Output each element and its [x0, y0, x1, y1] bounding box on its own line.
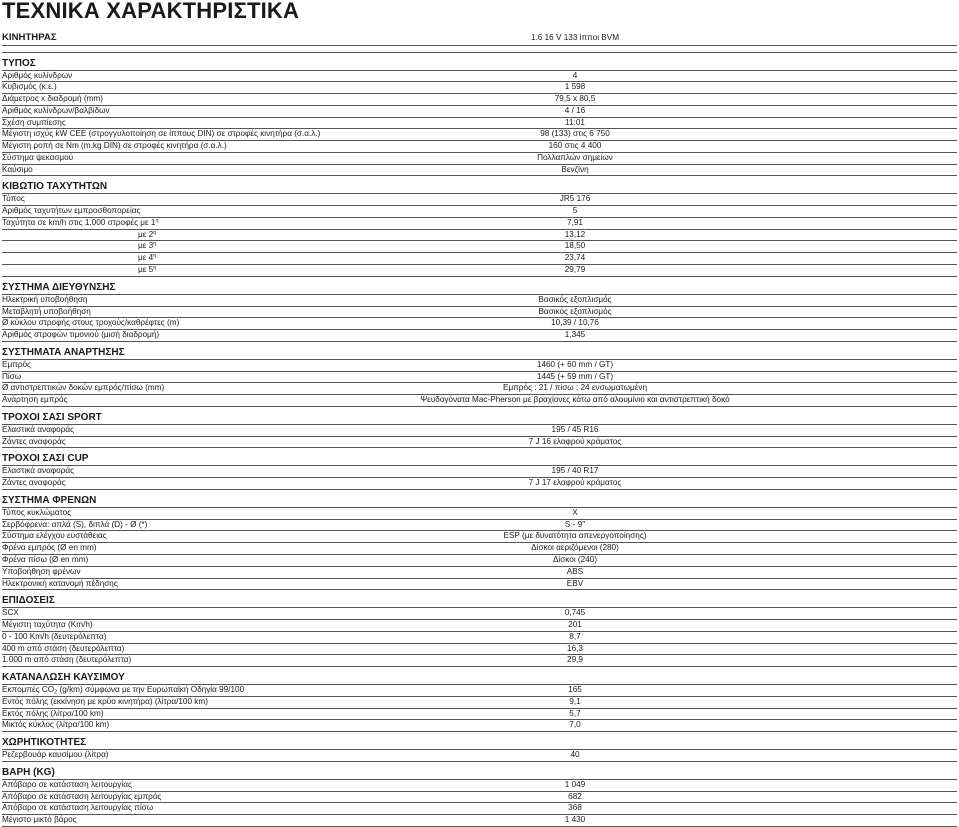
spec-label — [2, 82, 57, 93]
spec-row — [2, 141, 957, 153]
spec-label — [2, 520, 147, 531]
label-text: Εκπομπές CO — [2, 685, 55, 695]
spec-row — [2, 655, 957, 667]
label-text: Ταχύτητα σε km/h στις 1.000 στροφές με 1 — [2, 217, 156, 227]
spec-label — [138, 253, 156, 264]
spec-label — [2, 94, 103, 105]
spec-value: 165 — [568, 685, 582, 695]
spec-label — [2, 307, 91, 318]
section-heading — [2, 448, 957, 466]
spec-label — [2, 780, 132, 791]
label-text: Πίσω — [2, 371, 22, 381]
label-text: Μέγιστο μικτό βάρος — [2, 815, 77, 825]
spec-value: 10,39 / 10,76 — [551, 318, 599, 328]
spec-label — [2, 478, 66, 489]
spec-label — [2, 32, 57, 45]
spec-label — [2, 206, 140, 217]
spec-value: Βασικός εξοπλισμός — [538, 306, 612, 316]
spec-row — [2, 608, 957, 620]
section-heading — [2, 407, 957, 425]
spec-value: Δίσκοι αεριζόμενοι (280) — [531, 543, 619, 553]
label-subscript: 2 — [54, 689, 58, 696]
section-heading — [2, 490, 957, 508]
spec-label — [2, 803, 153, 814]
spec-row — [2, 555, 957, 567]
label-text: Εντός πόλης (εκκίνηση με κρύο κινητήρα) (λίτρα/100 km) — [2, 696, 208, 706]
label-text: ΚΙΒΩΤΙΟ ΤΑΧΥΤΗΤΩΝ — [2, 181, 108, 193]
spec-value: JR5 176 — [559, 194, 591, 204]
spec-row — [2, 165, 957, 177]
label-text: Μέγιστη ταχύτητα (Km/h) — [2, 620, 93, 630]
spec-value: 7,0 — [569, 720, 581, 730]
spec-row — [2, 632, 957, 644]
spec-row — [2, 372, 957, 384]
spec-label — [2, 295, 87, 306]
label-text: Υποβοήθηση φρένων — [2, 566, 81, 576]
label-text: Τύπος — [2, 194, 25, 204]
spec-value: 79,5 x 80,5 — [554, 94, 596, 104]
label-text: ΚΑΤΑΝΑΛΩΣΗ ΚΑΥΣΙΜΟΥ — [2, 672, 125, 684]
spec-label — [2, 330, 159, 341]
spec-value: 4 / 16 — [564, 105, 586, 115]
label-text: ΚΙΝΗΤΗΡΑΣ — [2, 32, 57, 43]
label-text-rest: (g/km) σύμφωνα με την Ευρωπαϊκή Οδηγία 99/100 — [57, 685, 245, 695]
spec-value: 5,7 — [569, 708, 581, 718]
section-title — [2, 495, 96, 507]
label-text: με 5 — [138, 264, 154, 274]
spec-row — [2, 94, 957, 106]
spec-value: 4 — [572, 70, 578, 80]
label-text: Τύπος κυκλώματος — [2, 507, 72, 517]
label-text: ΤΡΟΧΟΙ ΣΑΣΙ SPORT — [2, 411, 102, 423]
label-text: Ζάντες αναφοράς — [2, 478, 66, 488]
spec-value: 8,7 — [569, 631, 581, 641]
spec-label — [2, 792, 161, 803]
spec-row — [2, 230, 957, 242]
spec-label — [2, 567, 81, 578]
label-text: Απόβαρο σε κατάσταση λειτουργίας — [2, 779, 132, 789]
spec-label — [2, 685, 244, 696]
spec-label — [2, 644, 124, 655]
label-text: Διάμετρος x διαδρομή (mm) — [2, 94, 103, 104]
spec-row — [2, 32, 957, 46]
spec-row — [2, 466, 957, 478]
spec-label — [2, 194, 25, 205]
spec-label — [2, 466, 74, 477]
label-text: Σερβόφρενα: απλά (S), διπλά (D) - Ø (*) — [2, 519, 148, 529]
label-text: Ρεζερβουάρ καυσίμου (λίτρα) — [2, 750, 109, 760]
spec-label — [2, 425, 74, 436]
spec-row — [2, 425, 957, 437]
spec-label — [2, 141, 227, 152]
section-heading — [2, 277, 957, 295]
spec-row — [2, 803, 957, 815]
spec-row — [2, 395, 957, 407]
spec-value: 1 430 — [564, 815, 586, 825]
spec-label — [2, 118, 66, 129]
label-text: Σύστημα ελέγχου ευστάθειας — [2, 531, 107, 541]
spec-row — [2, 437, 957, 449]
spec-label — [2, 620, 93, 631]
spec-value: 0,745 — [564, 608, 586, 618]
spec-row — [2, 383, 957, 395]
spec-label — [2, 71, 72, 82]
label-text: Μέγιστη ισχύς kW CEE (στρογγυλοποίηση σε ίππους DIN) σε στροφές κινητήρα (σ.α.λ.) — [2, 129, 321, 139]
label-text: 400 m από στάση (δευτερόλεπτα) — [2, 643, 125, 653]
spec-label — [2, 395, 68, 406]
label-text: Κυβισμός (κ.ε.) — [2, 82, 57, 92]
label-text: Εκτός πόλης (λίτρα/100 km) — [2, 708, 104, 718]
spec-label — [2, 655, 131, 666]
label-text: Απόβαρο σε κατάσταση λειτουργίας εμπρός — [2, 791, 162, 801]
spec-value: 201 — [568, 620, 582, 630]
spec-value: 195 / 40 R17 — [551, 466, 599, 476]
spec-value: 682 — [568, 791, 582, 801]
label-text: Αριθμός κυλίνδρων — [2, 70, 73, 80]
spec-row — [2, 720, 957, 732]
spec-value: Βασικός εξοπλισμός — [538, 294, 612, 304]
label-text: Καύσιμο — [2, 164, 33, 174]
spec-row — [2, 253, 957, 265]
spec-label — [2, 360, 31, 371]
section-title — [2, 347, 125, 359]
label-text: ΣΥΣΤΗΜΑΤΑ ΑΝΑΡΤΗΣΗΣ — [2, 346, 125, 358]
spec-row — [2, 153, 957, 165]
section-heading — [2, 590, 957, 608]
spec-value: 7 J 17 ελαφρού κράματος — [528, 478, 622, 488]
spec-row — [2, 82, 957, 94]
spec-label — [2, 720, 109, 731]
spec-row — [2, 644, 957, 656]
label-text: με 4 — [138, 253, 154, 263]
spec-value: 195 / 45 R16 — [551, 424, 599, 434]
spec-label — [2, 372, 21, 383]
spec-value: Εμπρός : 21 / πίσω : 24 ενσωματωμένη — [502, 383, 648, 393]
spec-value: Δίσκοι (240) — [552, 555, 598, 564]
label-text: Ζάντες αναφοράς — [2, 436, 66, 446]
spec-row — [2, 620, 957, 632]
label-text: Μεταβλητή υποβοήθηση — [2, 306, 91, 316]
spec-row — [2, 129, 957, 141]
label-text: Ηλεκτρονική κατανομή πέδησης — [2, 578, 118, 588]
label-text: Σχέση συμπίεσης — [2, 117, 66, 127]
spec-label — [2, 437, 66, 448]
label-text: Μέγιστη ροπή σε Nm (m.kg DIN) σε στροφές κινητήρα (σ.α.λ.) — [2, 141, 227, 151]
spec-value: ABS — [566, 566, 584, 576]
spec-value: 11:01 — [565, 117, 585, 127]
spec-row — [2, 750, 957, 762]
spec-value: 1460 (+ 60 mm / GT) — [536, 359, 614, 369]
section-title — [2, 412, 102, 424]
section-title — [2, 595, 55, 607]
spec-row — [2, 508, 957, 520]
spec-row — [2, 780, 957, 792]
label-text: ΒΑΡΗ (KG) — [2, 766, 55, 778]
label-text: Ø αντιστρεπτικών δοκών εμπρός/πίσω (mm) — [2, 383, 165, 393]
label-text: με 3 — [138, 241, 154, 251]
spec-row — [2, 579, 957, 591]
label-text: ΕΠΙΔΟΣΕΙΣ — [2, 595, 55, 607]
section-heading — [2, 732, 957, 750]
section-title — [2, 181, 107, 193]
spec-value: 7,91 — [567, 217, 583, 227]
label-text: Ανάρτηση εμπρός — [2, 395, 68, 405]
label-text: ΤΡΟΧΟΙ ΣΑΣΙ CUP — [2, 453, 89, 465]
label-text: Ελαστικά αναφοράς — [2, 466, 75, 476]
spec-row — [2, 206, 957, 218]
spec-value: 7 J 16 ελαφρού κράματος — [528, 436, 622, 446]
spec-sheet — [2, 32, 957, 827]
section-title — [2, 453, 88, 465]
divider — [2, 46, 957, 53]
spec-value: 40 — [570, 750, 580, 760]
spec-value: 368 — [568, 803, 582, 813]
section-title — [2, 282, 116, 294]
label-superscript: η — [153, 264, 157, 271]
spec-value: 5 — [572, 206, 578, 216]
spec-row — [2, 520, 957, 532]
spec-row — [2, 697, 957, 709]
spec-label — [2, 579, 118, 590]
spec-row — [2, 330, 957, 342]
spec-row — [2, 709, 957, 721]
spec-value: X — [572, 507, 578, 517]
spec-row — [2, 360, 957, 372]
spec-value: 1,345 — [564, 330, 586, 340]
spec-label — [2, 218, 159, 229]
label-text: Ηλεκτρική υποβοήθηση — [2, 294, 88, 304]
spec-row — [2, 543, 957, 555]
label-text: Ø κύκλου στροφής στους τροχούς/καθρέφτες (m) — [2, 318, 180, 328]
page-title: ΤΕΧΝΙΚΑ ΧΑΡΑΚΤΗΡΙΣΤΙΚΑ — [2, 0, 300, 23]
spec-row — [2, 307, 957, 319]
section-heading — [2, 176, 957, 194]
label-text: Σύστημα ψεκασμού — [2, 152, 74, 162]
spec-row — [2, 685, 957, 697]
spec-label — [2, 543, 97, 554]
section-title — [2, 767, 55, 779]
spec-value: ESP (με δυνατότητα απενεργοποίησης) — [503, 531, 647, 541]
label-text: 0 - 100 Km/h (δευτερόλεπτα) — [2, 631, 107, 641]
spec-label — [2, 555, 88, 566]
spec-row — [2, 567, 957, 579]
spec-value: 1.6 16 V 133 ίπποι BVM — [530, 33, 620, 42]
spec-label — [2, 815, 77, 826]
label-text: ΣΥΣΤΗΜΑ ΦΡΕΝΩΝ — [2, 494, 97, 506]
spec-label — [2, 750, 109, 761]
label-text: ΧΩΡΗΤΙΚΟΤΗΤΕΣ — [2, 737, 87, 749]
spec-row — [2, 531, 957, 543]
section-title — [2, 58, 36, 70]
spec-value: 1 598 — [564, 82, 586, 92]
spec-value: Ψευδογόνατα Mac-Pherson με βραχίονες κάτω από αλουμίνιο και αντιστρεπτική δοκό — [420, 395, 730, 405]
spec-value: EBV — [566, 578, 584, 588]
spec-value: 29,9 — [567, 655, 583, 665]
spec-label — [2, 129, 320, 140]
section-title — [2, 672, 125, 684]
spec-value: 23,74 — [564, 253, 586, 263]
spec-value: S - 9" — [564, 519, 586, 529]
spec-label — [138, 230, 156, 241]
label-text: Ελαστικά αναφοράς — [2, 424, 75, 434]
label-text: Αριθμός ταχυτήτων εμπροσθοπορείας — [2, 206, 141, 216]
spec-row — [2, 295, 957, 307]
spec-label — [2, 106, 110, 117]
spec-label — [2, 709, 104, 720]
label-superscript: η — [153, 229, 157, 236]
label-text: Φρένα εμπρός (Ø en mm) — [2, 543, 97, 553]
spec-row — [2, 815, 957, 827]
spec-label — [2, 531, 107, 542]
spec-value: Βενζίνη — [561, 164, 589, 174]
spec-label — [2, 383, 164, 394]
spec-row — [2, 218, 957, 230]
spec-label — [138, 241, 156, 252]
spec-row — [2, 71, 957, 83]
spec-label — [2, 608, 19, 619]
spec-row — [2, 318, 957, 330]
label-text: ΣΥΣΤΗΜΑ ΔΙΕΥΘΥΝΣΗΣ — [2, 281, 116, 293]
spec-label — [2, 165, 33, 176]
section-heading — [2, 53, 957, 71]
label-superscript: η — [155, 217, 159, 224]
spec-label — [2, 632, 106, 643]
spec-row — [2, 118, 957, 130]
label-text: Αριθμός κυλίνδρων/βαλβίδων — [2, 105, 110, 115]
spec-row — [2, 265, 957, 277]
spec-value: 29,79 — [564, 264, 586, 274]
section-heading — [2, 342, 957, 360]
label-superscript: η — [153, 241, 157, 248]
spec-row — [2, 792, 957, 804]
spec-label — [2, 153, 73, 164]
section-heading — [2, 762, 957, 780]
spec-row — [2, 478, 957, 490]
label-text: Φρένα πίσω (Ø en mm) — [2, 555, 89, 564]
label-text: Απόβαρο σε κατάσταση λειτουργίας πίσω — [2, 803, 154, 813]
spec-row — [2, 241, 957, 253]
label-superscript: η — [153, 253, 157, 260]
spec-value: 9,1 — [569, 696, 581, 706]
spec-label — [138, 265, 156, 276]
section-heading — [2, 667, 957, 685]
spec-label — [2, 318, 179, 329]
spec-value: Πολλαπλών σημείων — [537, 152, 613, 162]
label-text: ΤΥΠΟΣ — [2, 57, 36, 69]
label-text: Εμπρός — [2, 359, 31, 369]
spec-label — [2, 508, 71, 519]
spec-row — [2, 194, 957, 206]
spec-value: 13,12 — [564, 229, 586, 239]
label-text: Αριθμός στροφών τιμονιού (μισή διαδρομή) — [2, 330, 160, 340]
spec-label — [2, 697, 208, 708]
spec-value: 160 στις 4 400 — [548, 141, 602, 151]
spec-value: 18,50 — [564, 241, 586, 251]
spec-value: 1 049 — [564, 779, 586, 789]
spec-value: 98 (133) στις 6 750 — [540, 129, 610, 139]
label-text: με 2 — [138, 229, 154, 239]
spec-row — [2, 106, 957, 118]
label-text: SCX — [2, 608, 19, 618]
label-text: 1.000 m από στάση (δευτερόλεπτα) — [2, 655, 132, 665]
label-text: Μικτός κύκλος (λίτρα/100 km) — [2, 720, 110, 730]
spec-value: 1445 (+ 59 mm / GT) — [536, 371, 614, 381]
section-title — [2, 737, 86, 749]
spec-value: 16,3 — [567, 643, 583, 653]
